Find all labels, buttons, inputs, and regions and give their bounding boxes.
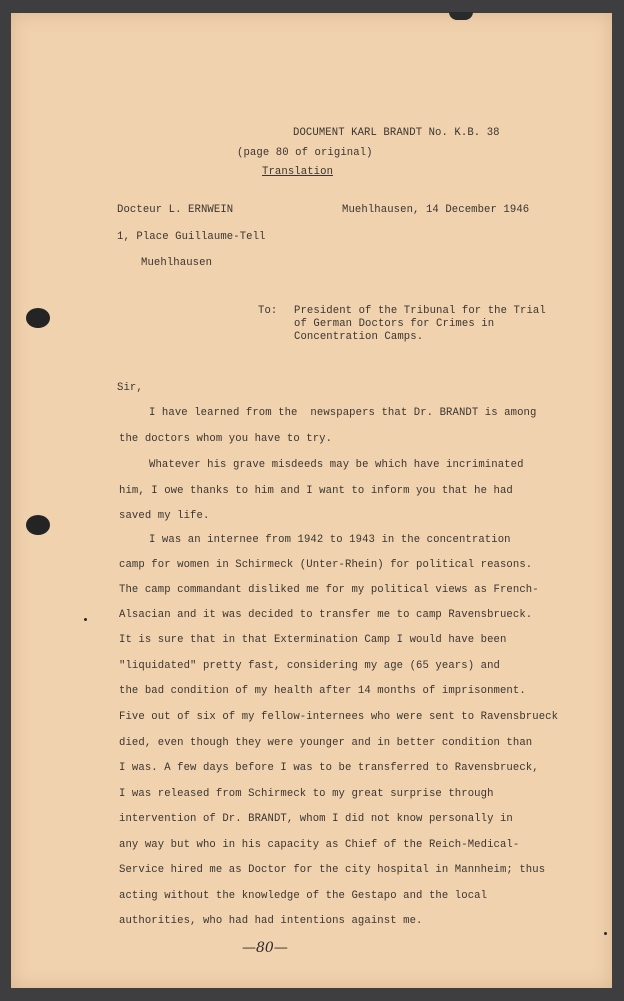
body-line: It is sure that in that Extermination Camp I would have been	[119, 634, 507, 646]
document-reference: DOCUMENT KARL BRANDT No. K.B. 38	[293, 127, 500, 139]
to-label: To:	[258, 305, 278, 317]
body-line: I was released from Schirmeck to my great surprise through	[119, 788, 494, 800]
body-line: intervention of Dr. BRANDT, whom I did not know personally in	[119, 813, 513, 825]
page-number: —80—	[242, 940, 288, 956]
sender-address-line: 1, Place Guillaume-Tell	[117, 231, 266, 243]
recipient-line: Concentration Camps.	[294, 331, 424, 343]
body-line: acting without the knowledge of the Gestapo and the local	[119, 890, 488, 902]
body-line: I have learned from the newspapers that Dr. BRANDT is among	[149, 407, 537, 419]
salutation: Sir,	[117, 382, 143, 394]
body-line: him, I owe thanks to him and I want to inform you that he had	[119, 485, 513, 497]
place-date: Muehlhausen, 14 December 1946	[342, 204, 530, 216]
body-line: Five out of six of my fellow-internees who were sent to Ravensbrueck	[119, 711, 559, 723]
ink-speck	[84, 618, 87, 621]
body-line: died, even though they were younger and in better condition than	[119, 737, 533, 749]
ink-speck	[604, 932, 607, 935]
recipient-line: of German Doctors for Crimes in	[294, 318, 495, 330]
sender-address-city: Muehlhausen	[141, 257, 213, 269]
body-line: "liquidated" pretty fast, considering my age (65 years) and	[119, 660, 500, 672]
translation-heading: Translation	[262, 166, 334, 178]
recipient-line: President of the Tribunal for the Trial	[294, 305, 546, 317]
body-line: saved my life.	[119, 510, 210, 522]
body-line: the bad condition of my health after 14 months of imprisonment.	[119, 685, 526, 697]
page-reference: (page 80 of original)	[237, 147, 373, 159]
punch-hole-bottom	[26, 515, 50, 535]
body-line: Service hired me as Doctor for the city hospital in Mannheim; thus	[119, 864, 546, 876]
body-line: I was an internee from 1942 to 1943 in the concentration	[149, 534, 511, 546]
body-line: camp for women in Schirmeck (Unter-Rhein) for political reasons.	[119, 559, 533, 571]
sender-name: Docteur L. ERNWEIN	[117, 204, 234, 216]
body-line: any way but who in his capacity as Chief of the Reich-Medical-	[119, 839, 520, 851]
body-line: Whatever his grave misdeeds may be which have incriminated	[149, 459, 524, 471]
body-line: I was. A few days before I was to be transferred to Ravensbrueck,	[119, 762, 539, 774]
body-line: the doctors whom you have to try.	[119, 433, 333, 445]
body-line: The camp commandant disliked me for my political views as French-	[119, 584, 539, 596]
punch-hole-top	[26, 308, 50, 328]
body-line: Alsacian and it was decided to transfer me to camp Ravensbrueck.	[119, 609, 533, 621]
body-line: authorities, who had had intentions against me.	[119, 915, 423, 927]
